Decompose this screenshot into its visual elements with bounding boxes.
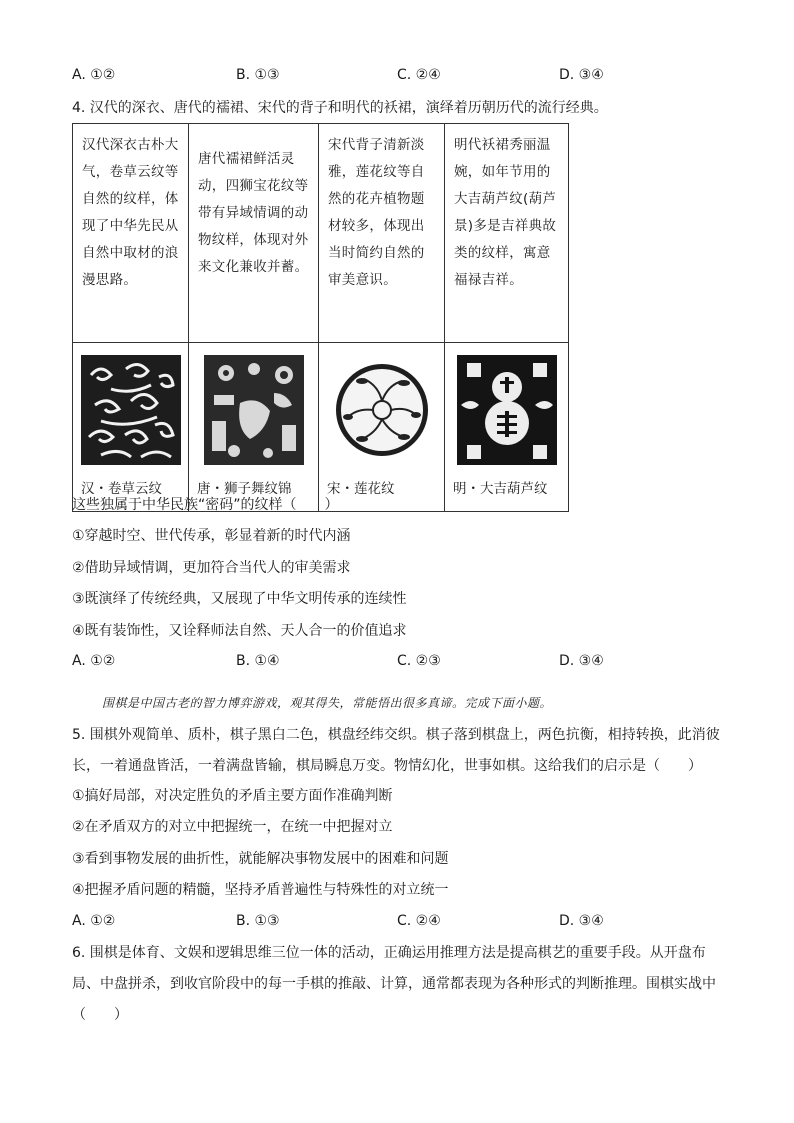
q6-stem: 6. 围棋是体育、文娱和逻辑思维三位一体的活动，正确运用推理方法是提高棋艺的重要手段。从开盘布局、中盘拼杀，到收官阶段中的每一手棋的推敲、计算，通常都表现为各种形式的判断推理。围棋实战中（ ） [72, 945, 716, 1023]
q5-option-d[interactable]: D. ③④ [559, 913, 604, 929]
ming-pattern-cell [445, 343, 569, 512]
song-caption: 宋・莲花纹 [327, 481, 395, 497]
q3-option-b[interactable]: B. ①③ [236, 67, 280, 83]
song-pattern-cell [319, 343, 445, 512]
q5-statement-1: ①搞好局部，对决定胜负的矛盾主要方面作准确判断 [72, 788, 393, 804]
q4-options [72, 650, 732, 672]
q4-statement-2: ②借助异域情调，更加符合当代人的审美需求 [72, 560, 351, 576]
q5-option-a[interactable]: A. ①② [72, 913, 116, 929]
cloud-scroll-pattern-icon [80, 355, 182, 465]
song-description: 宋代背子清新淡雅，莲花纹等自然的花卉植物题材较多，体现出当时简约自然的审美意识。 [319, 124, 445, 343]
han-pattern-cell [73, 343, 189, 512]
tang-caption: 唐・狮子舞纹锦 [197, 481, 292, 497]
han-caption: 汉・卷草云纹 [81, 481, 162, 497]
q5-statement-4: ④把握矛盾问题的精髓，坚持矛盾普遍性与特殊性的对立统一 [72, 882, 449, 898]
q3-option-a[interactable]: A. ①② [72, 67, 116, 83]
q3-option-c[interactable]: C. ②④ [397, 67, 441, 83]
q3-option-d[interactable]: D. ③④ [559, 67, 604, 83]
q4-option-c[interactable]: C. ②③ [397, 653, 441, 669]
q4-statement-1: ①穿越时空、世代传承，彰显着新的时代内涵 [72, 528, 351, 544]
ming-description: 明代袄裙秀丽温婉，如年节用的大吉葫芦纹(葫芦景)多是吉祥典故类的纹样，寓意福禄吉祥。 [445, 124, 569, 343]
q3-options [72, 64, 732, 86]
go-section-intro: 围棋是中国古老的智力博弈游戏，观其得失，常能悟出很多真谛。完成下面小题。 [102, 696, 553, 710]
q4-option-d[interactable]: D. ③④ [559, 653, 604, 669]
gourd-longevity-pattern-icon [456, 355, 558, 465]
q4-question: 这些独属于中华民族“密码”的纹样（ ） [72, 497, 339, 513]
q4-statement-3: ③既演绎了传统经典，又展现了中华文明传承的连续性 [72, 591, 407, 607]
q5-stem: 5. 围棋外观简单、质朴，棋子黑白二色，棋盘经纬交织。棋子落到棋盘上，两色抗衡，相持转换，此消彼长，一着通盘皆活，一着满盘皆输，棋局瞬息万变。物情幻化，世事如棋。这给我们的启示是（ ） [72, 727, 720, 774]
han-description: 汉代深衣古朴大气，卷草云纹等自然的纹样，体现了中华先民从自然中取材的浪漫思路。 [73, 124, 189, 343]
q4-option-b[interactable]: B. ①④ [236, 653, 280, 669]
q5-statement-2: ②在矛盾双方的对立中把握统一，在统一中把握对立 [72, 819, 393, 835]
q4-stem: 4. 汉代的深衣、唐代的襦裙、宋代的背子和明代的袄裙，演绎着历朝历代的流行经典。 [72, 100, 608, 116]
pattern-table [72, 123, 569, 512]
tang-pattern-cell [189, 343, 319, 512]
tang-description: 唐代襦裙鲜活灵动，四狮宝花纹等带有异域情调的动物纹样，体现对外来文化兼收并蓄。 [189, 124, 319, 343]
q5-options [72, 910, 732, 932]
lion-dance-brocade-icon [203, 355, 305, 465]
q5-option-b[interactable]: B. ①③ [236, 913, 280, 929]
lotus-roundel-icon [331, 355, 433, 465]
q4-statement-4: ④既有装饰性，又诠释师法自然、天人合一的价值追求 [72, 623, 407, 639]
q5-statement-3: ③看到事物发展的曲折性，就能解决事物发展中的困难和问题 [72, 851, 449, 867]
ming-caption: 明・大吉葫芦纹 [453, 481, 548, 497]
q4-option-a[interactable]: A. ①② [72, 653, 116, 669]
q5-option-c[interactable]: C. ②④ [397, 913, 441, 929]
